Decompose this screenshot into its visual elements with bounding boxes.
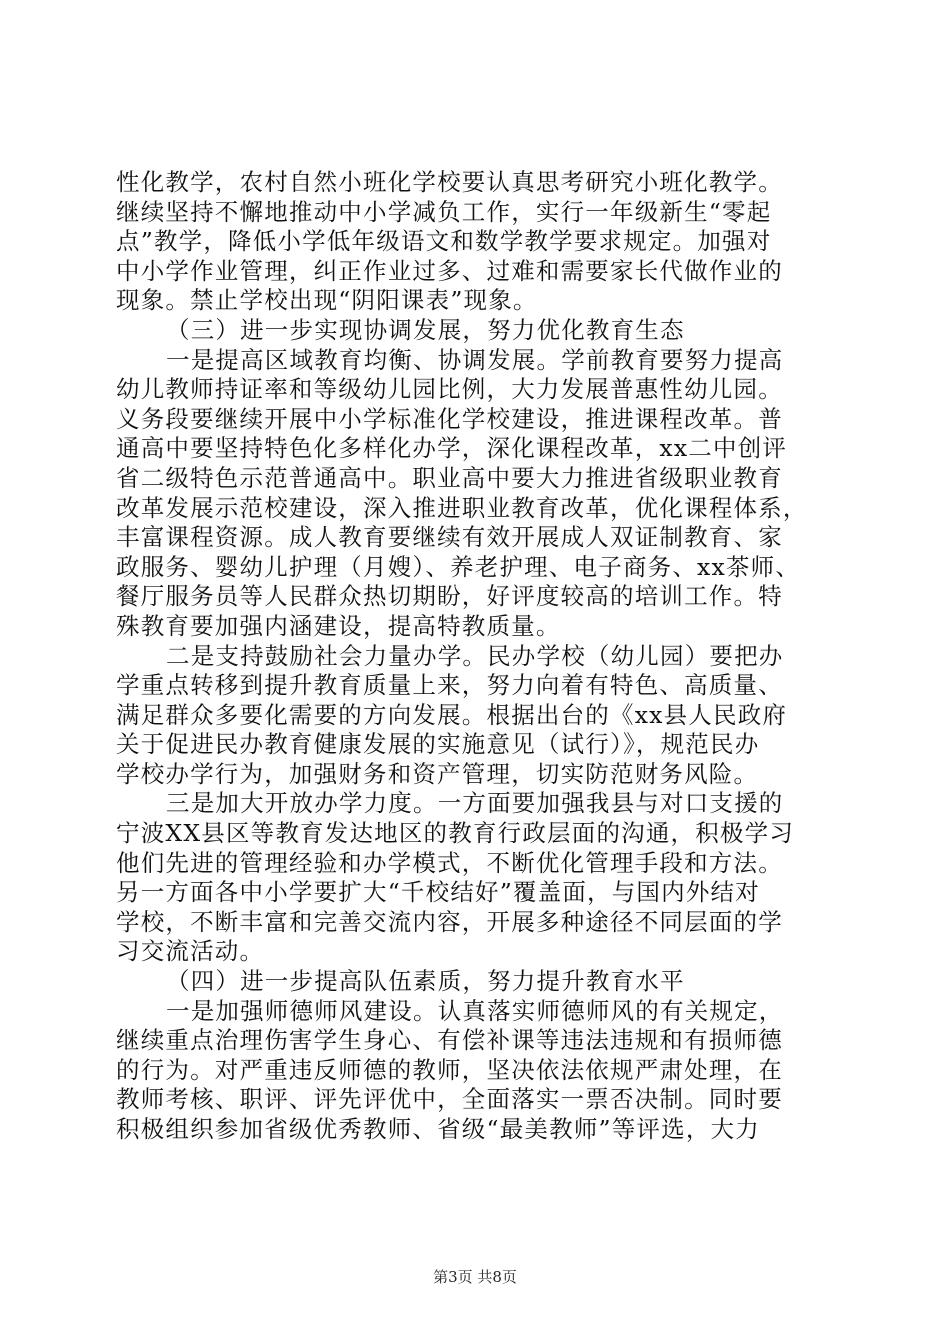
text-line: 学校办学行为，加强财务和资产管理，切实防范财务风险。	[116, 759, 759, 788]
document-body	[116, 168, 832, 1145]
text-line: 性化教学，农村自然小班化学校要认真思考研究小班化教学。	[116, 168, 783, 196]
text-line: 幼儿教师持证率和等级幼儿园比例，大力发展普惠性幼儿园。	[116, 375, 783, 404]
text-line: 通高中要坚持特色化多样化办学，深化课程改革，xx二中创评	[116, 434, 788, 463]
text-line: 中小学作业管理，纠正作业过多、过难和需要家长代做作业的	[116, 256, 783, 285]
text-line: 关于促进民办教育健康发展的实施意见（试行）》，规范民办	[116, 730, 760, 759]
text-line: 另一方面各中小学要扩大“千校结好”覆盖面，与国内外结对	[116, 878, 760, 907]
text-line: 现象。禁止学校出现“阴阳课表”现象。	[116, 286, 538, 315]
text-line: 学校，不断丰富和完善交流内容，开展多种途径不同层面的学	[116, 907, 783, 936]
text-line: 政服务、婴幼儿护理（月嫂）、养老护理、电子商务、xx茶师、	[116, 552, 801, 581]
text-line: 一是提高区域教育均衡、协调发展。学前教育要努力提高	[166, 345, 784, 374]
text-line: 宁波XX县区等教育发达地区的教育行政层面的沟通，积极学习	[116, 819, 795, 848]
text-line: （四）进一步提高队伍素质，努力提升教育水平	[166, 967, 685, 996]
text-line: 教师考核、职评、评先评优中，全面落实一票否决制。同时要	[116, 1085, 783, 1114]
text-line: 义务段要继续开展中小学标准化学校建设，推进课程改革。普	[116, 404, 783, 433]
text-line: 殊教育要加强内涵建设，提高特教质量。	[116, 611, 561, 640]
text-line: 他们先进的管理经验和办学模式，不断优化管理手段和方法。	[116, 848, 783, 877]
text-line: 的行为。对严重违反师德的教师，坚决依法依规严肃处理，在	[116, 1055, 783, 1084]
text-line: 三是加大开放办学力度。一方面要加强我县与对口支援的	[166, 789, 784, 818]
page-footer: 第3页 共8页	[433, 1268, 517, 1286]
text-line: 一是加强师德师风建设。认真落实师德师风的有关规定，	[166, 996, 784, 1025]
text-line: 丰富课程资源。成人教育要继续有效开展成人双证制教育、家	[116, 523, 783, 552]
text-line: 餐厅服务员等人民群众热切期盼，好评度较高的培训工作。特	[116, 582, 783, 611]
text-line: 二是支持鼓励社会力量办学。民办学校（幼儿园）要把办	[166, 641, 784, 670]
text-line: 改革发展示范校建设，深入推进职业教育改革，优化课程体系，	[116, 493, 808, 522]
text-line: 习交流活动。	[116, 937, 265, 966]
text-line: 学重点转移到提升教育质量上来，努力向着有特色、高质量、	[116, 671, 783, 700]
text-line: 满足群众多要化需要的方向发展。根据出台的《xx县人民政府	[116, 700, 788, 729]
text-line: （三）进一步实现协调发展，努力优化教育生态	[166, 315, 685, 344]
text-line: 积极组织参加省级优秀教师、省级“最美教师”等评选，大力	[116, 1115, 760, 1143]
text-line: 继续重点治理伤害学生身心、有偿补课等违法违规和有损师德	[116, 1026, 783, 1055]
text-line: 省二级特色示范普通高中。职业高中要大力推进省级职业教育	[116, 463, 783, 492]
text-line: 继续坚持不懈地推动中小学减负工作，实行一年级新生“零起	[116, 197, 772, 226]
text-line: 点”教学，降低小学低年级语文和数学教学要求规定。加强对	[116, 227, 772, 256]
